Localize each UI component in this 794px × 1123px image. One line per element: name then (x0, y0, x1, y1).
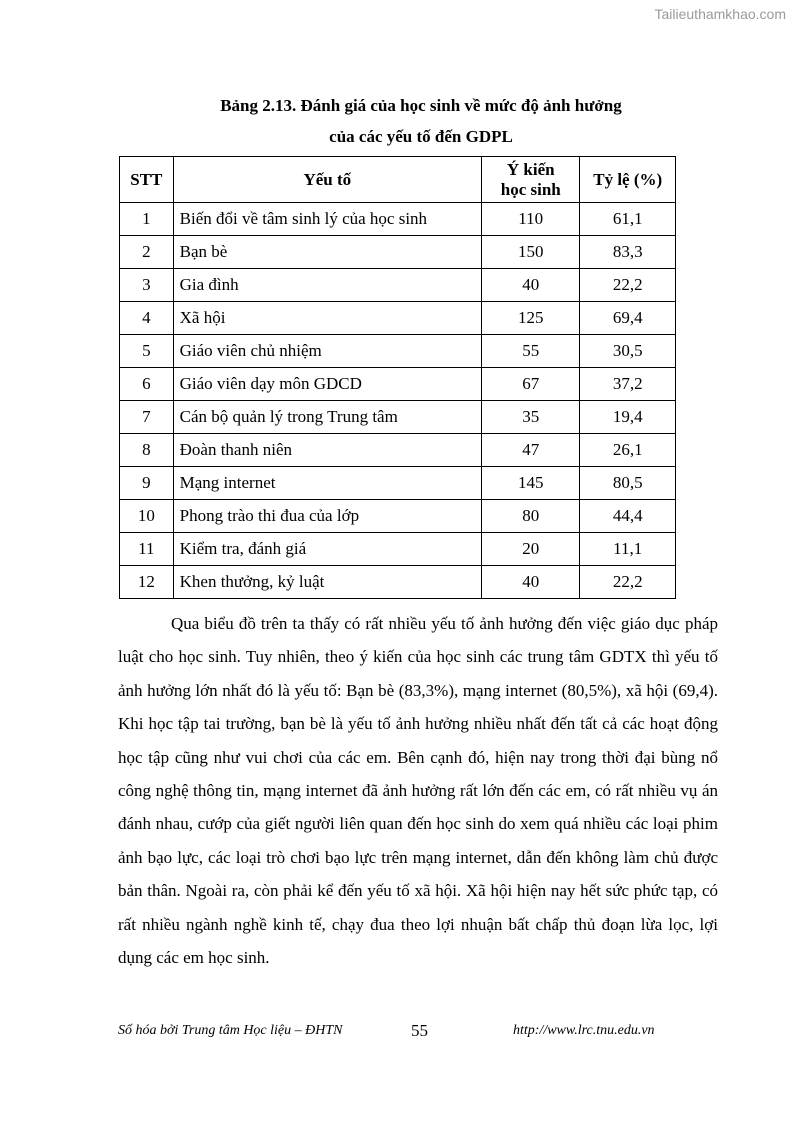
cell-count: 110 (482, 203, 580, 236)
cell-stt: 5 (120, 335, 174, 368)
footer-digitized-by: Số hóa bởi Trung tâm Học liệu – ĐHTN (118, 1023, 343, 1038)
cell-count: 47 (482, 434, 580, 467)
cell-pct: 26,1 (580, 434, 676, 467)
cell-count: 145 (482, 467, 580, 500)
table-row (120, 368, 676, 401)
page-number: 55 (411, 1021, 428, 1040)
cell-pct: 22,2 (580, 269, 676, 302)
cell-pct: 44,4 (580, 500, 676, 533)
header-pct: Tỷ lệ (%) (580, 157, 676, 203)
cell-factor: Đoàn thanh niên (173, 434, 481, 467)
table-row (120, 401, 676, 434)
cell-pct: 80,5 (580, 467, 676, 500)
footer-url[interactable]: http://www.lrc.tnu.edu.vn (513, 1023, 655, 1038)
cell-pct: 22,2 (580, 566, 676, 599)
header-stt: STT (120, 157, 174, 203)
cell-stt: 12 (120, 566, 174, 599)
cell-count: 35 (482, 401, 580, 434)
cell-count: 150 (482, 236, 580, 269)
table-row (120, 335, 676, 368)
factor-table (119, 156, 676, 599)
table-row (120, 302, 676, 335)
cell-stt: 3 (120, 269, 174, 302)
cell-factor: Gia đình (173, 269, 481, 302)
cell-pct: 61,1 (580, 203, 676, 236)
header-count (482, 157, 580, 203)
cell-stt: 10 (120, 500, 174, 533)
cell-factor: Mạng internet (173, 467, 481, 500)
cell-stt: 7 (120, 401, 174, 434)
table-row (120, 269, 676, 302)
watermark: Tailieuthamkhao.com (654, 6, 786, 22)
table-caption-line1: Bảng 2.13. Đánh giá của học sinh về mức độ ảnh hưởng (220, 96, 622, 115)
cell-factor: Xã hội (173, 302, 481, 335)
cell-factor: Cán bộ quản lý trong Trung tâm (173, 401, 481, 434)
cell-stt: 2 (120, 236, 174, 269)
header-count-line2: học sinh (500, 179, 561, 199)
cell-stt: 8 (120, 434, 174, 467)
table-row (120, 533, 676, 566)
cell-pct: 30,5 (580, 335, 676, 368)
cell-count: 67 (482, 368, 580, 401)
header-count-line1: Ý kiến (506, 159, 555, 179)
cell-count: 40 (482, 269, 580, 302)
table-caption-line2: của các yếu tố đến GDPL (329, 127, 513, 146)
table-row (120, 236, 676, 269)
header-factor: Yếu tố (173, 157, 481, 203)
cell-factor: Giáo viên dạy môn GDCD (173, 368, 481, 401)
cell-stt: 11 (120, 533, 174, 566)
cell-factor: Khen thưởng, kỷ luật (173, 566, 481, 599)
cell-factor: Phong trào thi đua của lớp (173, 500, 481, 533)
cell-stt: 9 (120, 467, 174, 500)
table-row (120, 203, 676, 236)
table-header-row (120, 157, 676, 203)
cell-pct: 37,2 (580, 368, 676, 401)
table-row (120, 434, 676, 467)
cell-pct: 69,4 (580, 302, 676, 335)
body-paragraph: Qua biểu đồ trên ta thấy có rất nhiều yếu tố ảnh hưởng đến việc giáo dục pháp luật cho học sinh. Tuy nhiên, theo ý kiến của học sinh các trung tâm GDTX thì yếu tố ảnh hưởng lớn nhất đó là yếu tố: Bạn bè (83,3%), mạng internet (80,5%), xã hội (69,4). Khi học tập tai trường, bạn bè là yếu tố ảnh hưởng nhiều nhất đến tất cả các hoạt động học tập cũng như vui chơi của các em. Bên cạnh đó, hiện nay trong thời đại bùng nổ công nghệ thông tin, mạng internet đã ảnh hưởng rất lớn đến các em, có rất nhiều vụ án đánh nhau, cướp của giết người liên quan đến học sinh do xem quá nhiều các loại phim ảnh bạo lực, các loại trò chơi bạo lực trên mạng internet, dẫn đến không làm chủ được bản thân. Ngoài ra, còn phải kể đến yếu tố xã hội. Xã hội hiện nay hết sức phức tạp, có rất nhiều ngành nghề kinh tế, chạy đua theo lợi nhuận bất chấp thủ đoạn lừa lọc, lợi dụng các em học sinh. (118, 614, 718, 968)
cell-factor: Biến đổi về tâm sinh lý của học sinh (173, 203, 481, 236)
cell-count: 125 (482, 302, 580, 335)
table-row (120, 500, 676, 533)
cell-factor: Giáo viên chủ nhiệm (173, 335, 481, 368)
table-row (120, 566, 676, 599)
cell-pct: 19,4 (580, 401, 676, 434)
cell-factor: Kiểm tra, đánh giá (173, 533, 481, 566)
cell-stt: 4 (120, 302, 174, 335)
cell-stt: 6 (120, 368, 174, 401)
cell-stt: 1 (120, 203, 174, 236)
cell-count: 20 (482, 533, 580, 566)
cell-count: 80 (482, 500, 580, 533)
cell-factor: Bạn bè (173, 236, 481, 269)
table-row (120, 467, 676, 500)
cell-pct: 11,1 (580, 533, 676, 566)
cell-count: 55 (482, 335, 580, 368)
cell-pct: 83,3 (580, 236, 676, 269)
cell-count: 40 (482, 566, 580, 599)
